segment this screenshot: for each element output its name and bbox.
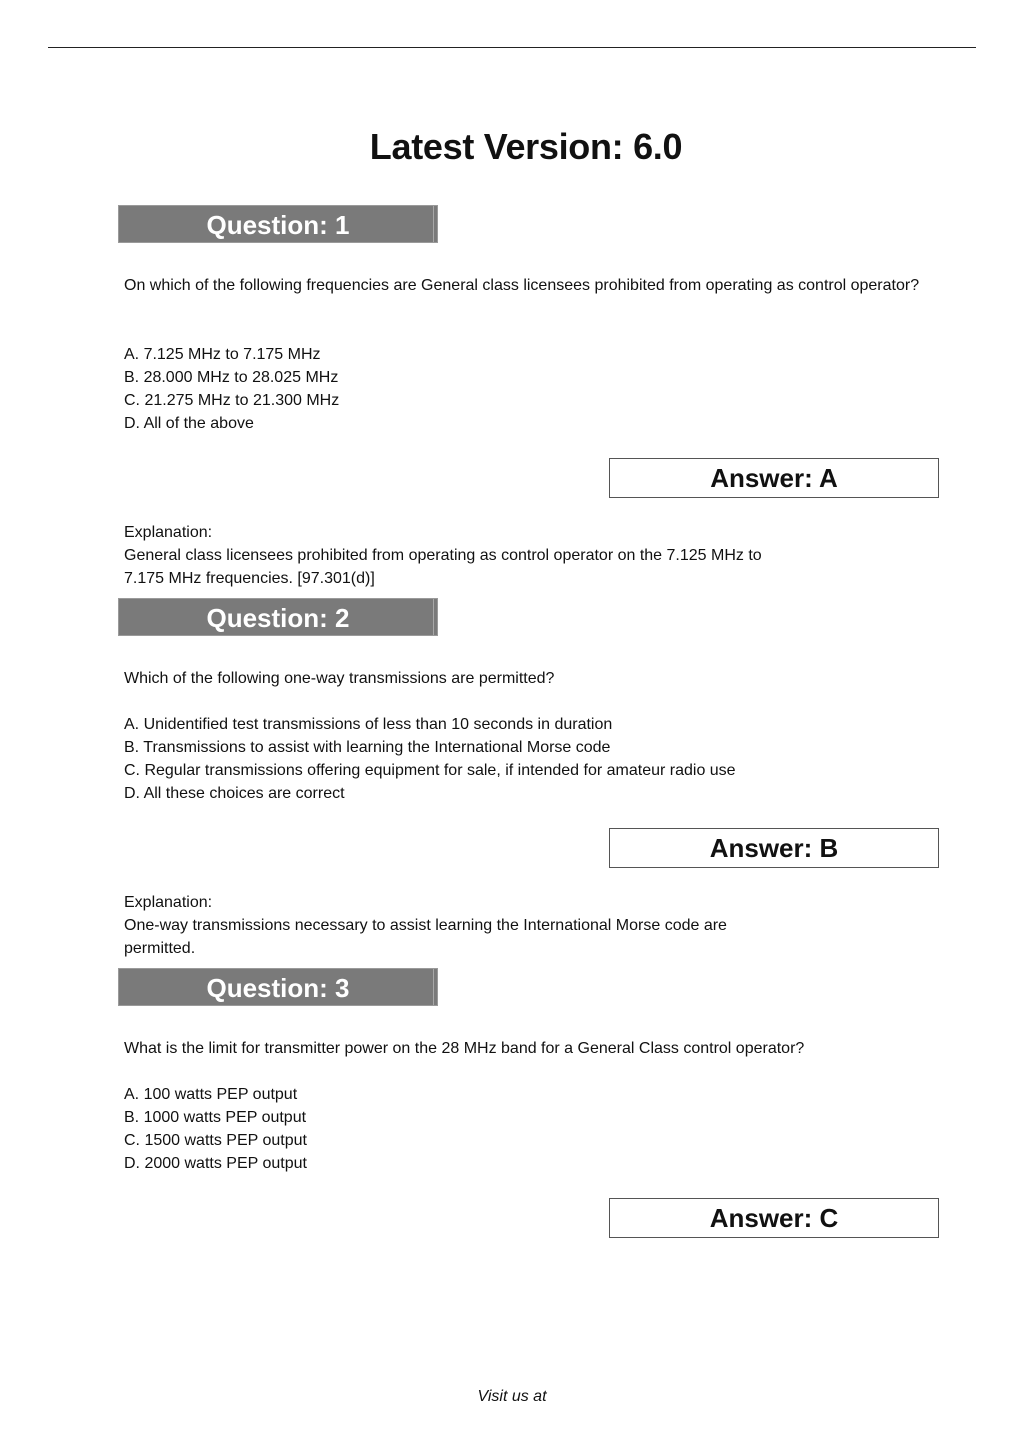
question-1-option-a: A. 7.125 MHz to 7.175 MHz bbox=[124, 346, 321, 363]
question-2-option-a: A. Unidentified test transmissions of less than 10 seconds in duration bbox=[124, 716, 613, 733]
question-2-header bbox=[118, 598, 438, 636]
question-3-answer: Answer: C bbox=[609, 1198, 939, 1238]
question-2-option-c: C. Regular transmissions offering equipment for sale, if intended for amateur radio use bbox=[124, 762, 736, 779]
top-rule bbox=[48, 47, 976, 48]
question-1-option-c: C. 21.275 MHz to 21.300 MHz bbox=[124, 392, 340, 409]
question-1-explanation-label: Explanation: bbox=[124, 524, 213, 541]
question-1-header-label: Question: 1 bbox=[206, 210, 350, 240]
footer-text: Visit us at bbox=[477, 1388, 547, 1405]
question-1-explanation-line-2: 7.175 MHz frequencies. [97.301(d)] bbox=[124, 570, 375, 587]
question-2-option-b: B. Transmissions to assist with learning the International Morse code bbox=[124, 739, 611, 756]
question-1-explanation bbox=[124, 521, 844, 590]
question-1-header bbox=[118, 205, 438, 243]
question-2-explanation-line-2: permitted. bbox=[124, 940, 196, 957]
question-1-option-b: B. 28.000 MHz to 28.025 MHz bbox=[124, 369, 339, 386]
question-3-option-a: A. 100 watts PEP output bbox=[124, 1086, 298, 1103]
question-3-option-c: C. 1500 watts PEP output bbox=[124, 1132, 307, 1149]
question-3-options bbox=[124, 1083, 307, 1175]
question-2-explanation-line-1: One-way transmissions necessary to assist learning the International Morse code are bbox=[124, 917, 727, 934]
question-1-text: On which of the following frequencies are General class licensees prohibited from operating as control operator? bbox=[124, 277, 920, 294]
question-3-option-b: B. 1000 watts PEP output bbox=[124, 1109, 307, 1126]
question-2-option-d: D. All these choices are correct bbox=[124, 785, 345, 802]
question-3-text: What is the limit for transmitter power on the 28 MHz band for a General Class control operator? bbox=[124, 1040, 805, 1057]
question-3-header bbox=[118, 968, 438, 1006]
question-1-option-d: D. All of the above bbox=[124, 415, 254, 432]
question-3-header-label: Question: 3 bbox=[206, 973, 350, 1003]
question-1-options bbox=[124, 343, 339, 435]
question-3-option-d: D. 2000 watts PEP output bbox=[124, 1155, 307, 1172]
question-2-explanation bbox=[124, 891, 844, 960]
question-2-header-label: Question: 2 bbox=[206, 603, 350, 633]
question-2-explanation-label: Explanation: bbox=[124, 894, 213, 911]
question-2-text: Which of the following one-way transmissions are permitted? bbox=[124, 670, 555, 687]
question-2-answer: Answer: B bbox=[609, 828, 939, 868]
question-2-options bbox=[124, 713, 736, 805]
question-1-explanation-line-1: General class licensees prohibited from operating as control operator on the 7.125 MHz to bbox=[124, 547, 762, 564]
question-1-answer: Answer: A bbox=[609, 458, 939, 498]
document-title: Latest Version: 6.0 bbox=[369, 126, 683, 167]
